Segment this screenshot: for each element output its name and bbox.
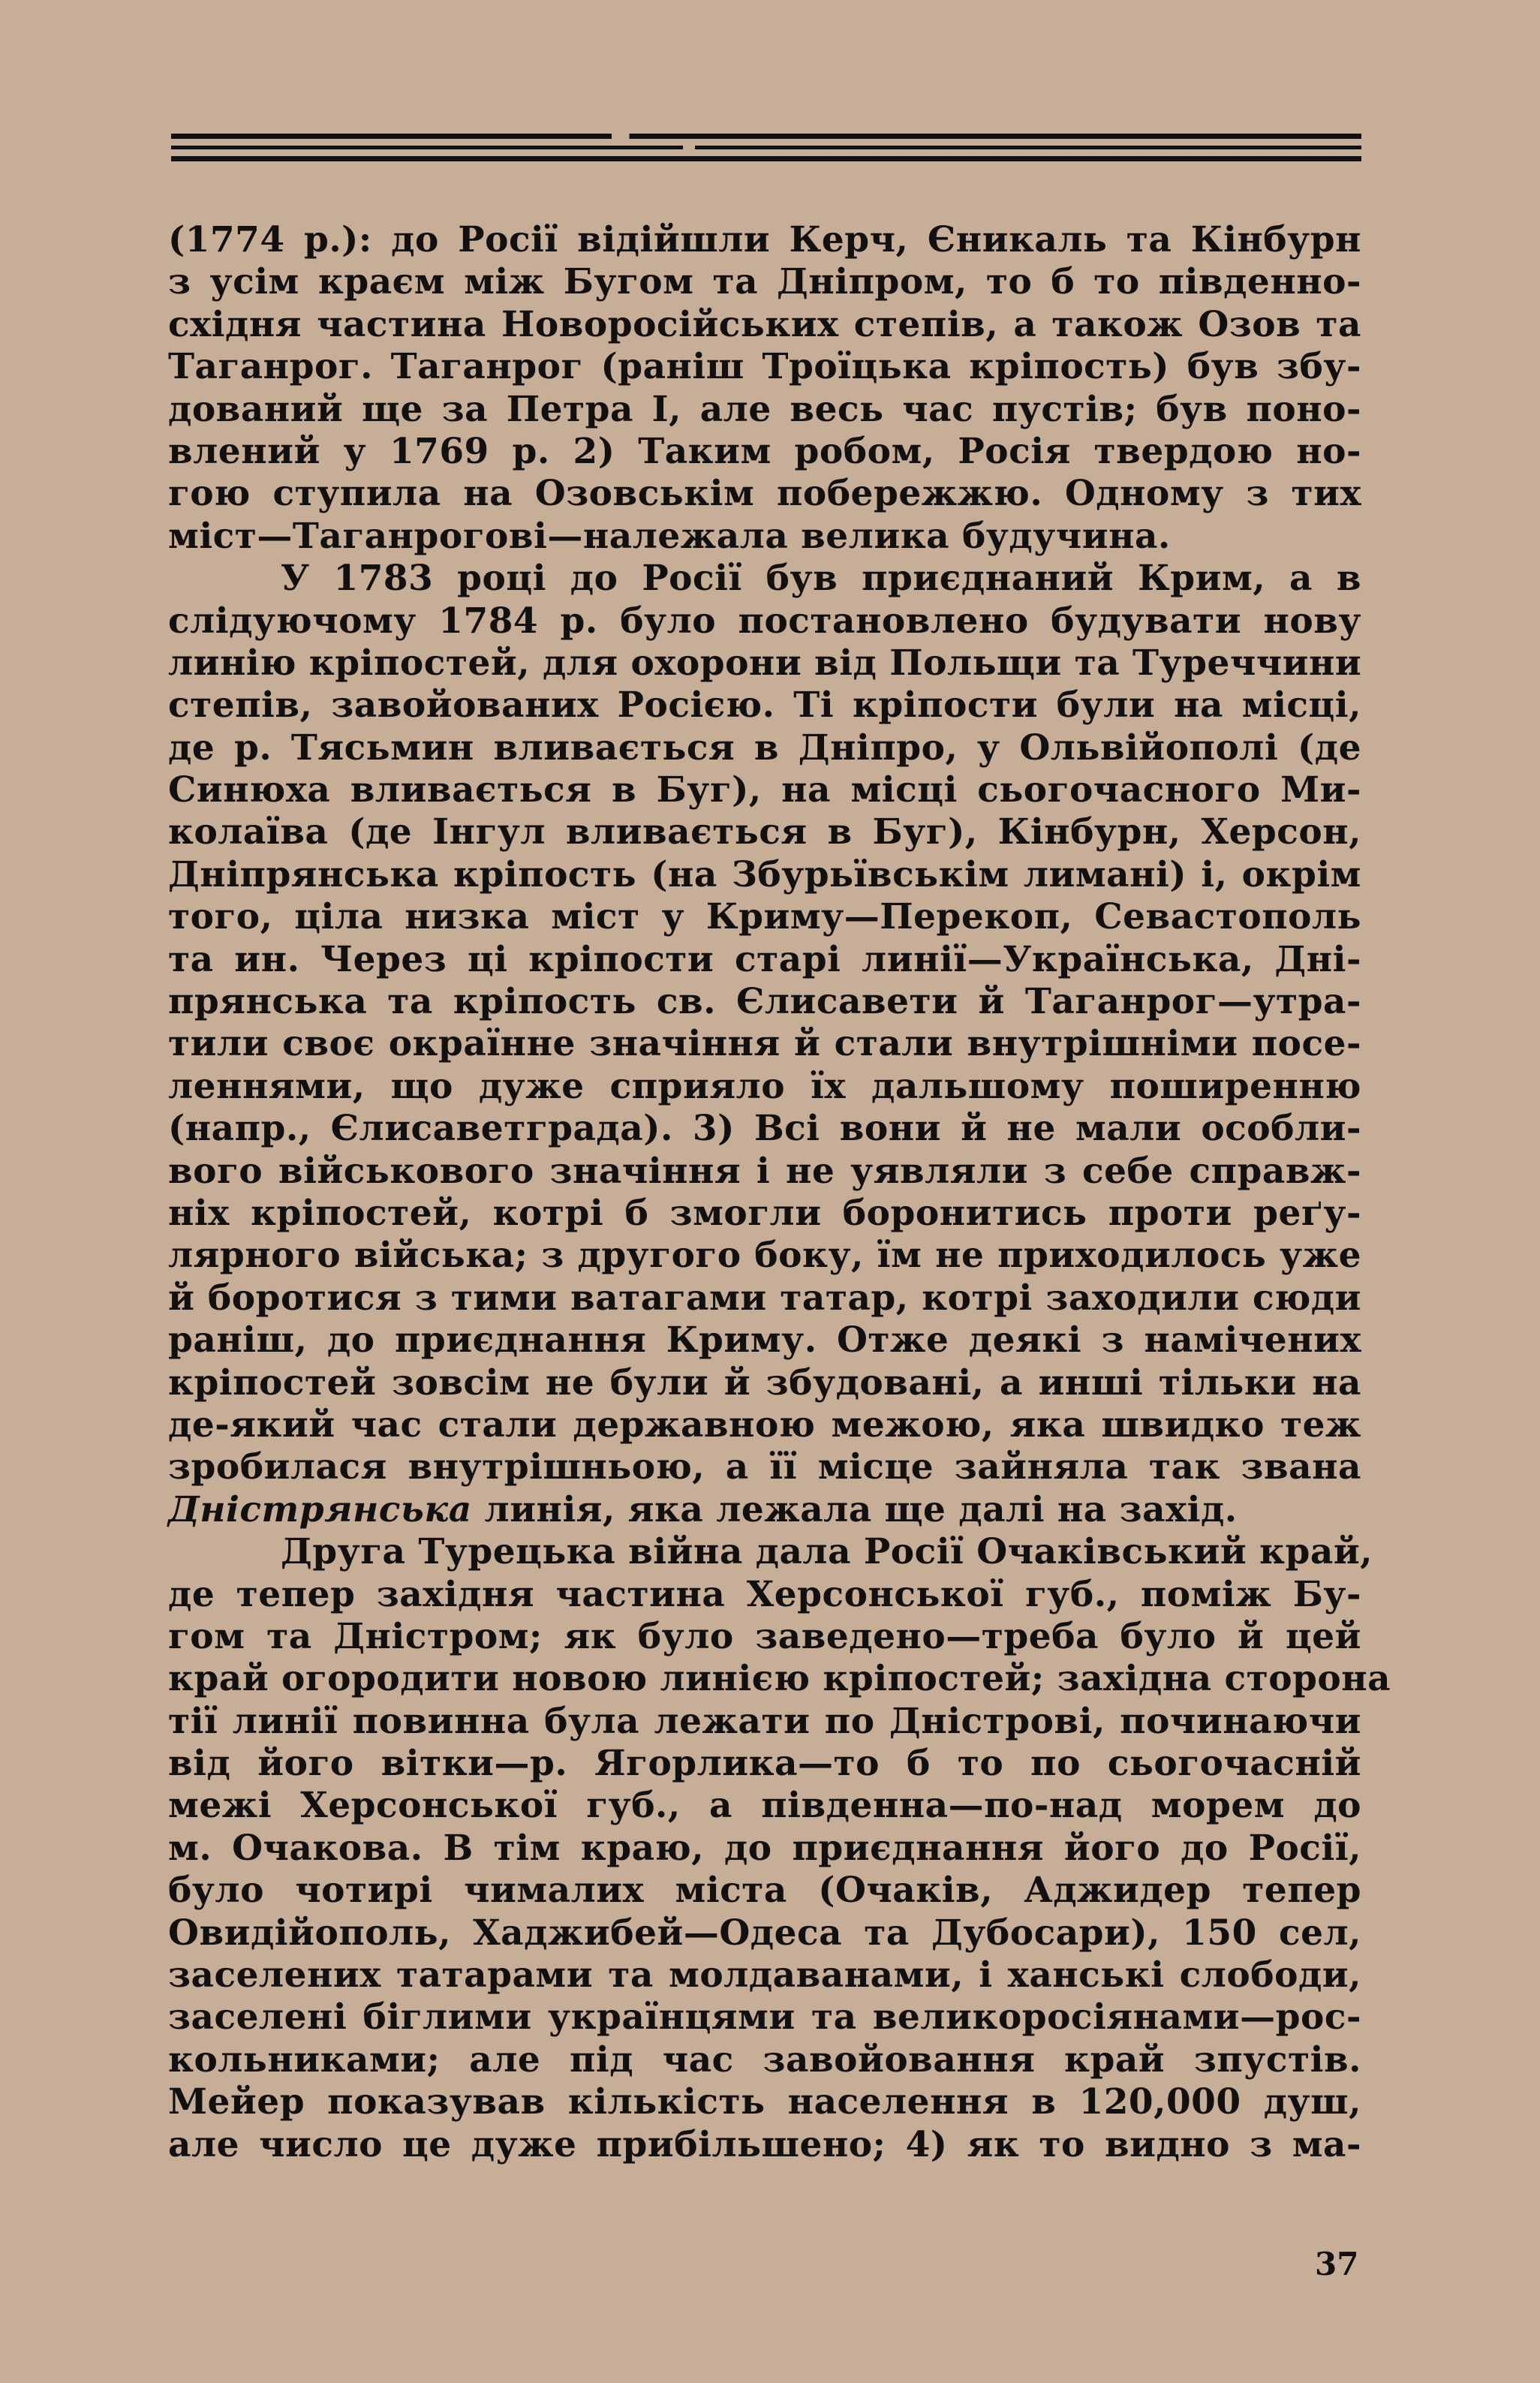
text-line: Таганрог. Таганрог (раніш Троїцька кріпость) був збу- — [168, 346, 1361, 388]
header-rule-bottom — [171, 156, 1361, 161]
italic-term: Дністрянська — [168, 1488, 472, 1530]
paragraph-start-line: У 1783 році до Росії був приєднаний Крим, а в — [281, 558, 1361, 600]
text-line-rest: линія, яка лежала ще далі на захід. — [471, 1488, 1238, 1530]
text-line: колаїва (де Інгул вливається в Буг), Кінбурн, Херсон, — [168, 811, 1361, 853]
text-line: межі Херсонської губ., а південна—по-над морем до — [168, 1785, 1361, 1827]
paragraph-start-line: Друга Турецька війна дала Росії Очаківський край, — [281, 1531, 1373, 1573]
text-line: Синюха вливається в Буг), на місці сьогочасного Ми- — [168, 769, 1361, 811]
text-line: де р. Тясьмин вливається в Дніпро, у Ольвійополі (де — [168, 727, 1361, 769]
text-line: міст—Таганрогові—належала велика будучина. — [168, 515, 1171, 557]
text-line: край огородити новою линією кріпостей; західна сторона — [168, 1658, 1391, 1700]
text-line: леннями, що дуже сприяло їх дальшому поширенню — [168, 1065, 1361, 1107]
text-line: гом та Дністром; як було заведено—треба було й цей — [168, 1615, 1361, 1657]
text-line: влений у 1769 р. 2) Таким робом, Росія твердою но- — [168, 430, 1361, 472]
text-line: прянська та кріпость св. Єлисавети й Таганрог—утра- — [168, 981, 1361, 1023]
header-rules — [171, 134, 1361, 168]
text-line-with-italic — [168, 1489, 1361, 1531]
text-line: кріпостей зовсім не були й збудовані, а инші тільки на — [168, 1361, 1361, 1404]
text-line: дований ще за Петра I, але весь час пустів; був поно- — [168, 388, 1361, 430]
text-line: степів, завойованих Росією. Ті кріпости були на місці, — [168, 685, 1361, 727]
text-line: Овидійополь, Хаджибей—Одеса та Дубосари), 150 сел, — [168, 1912, 1361, 1954]
text-line: (напр., Єлисаветграда). 3) Всі вони й не мали особли- — [168, 1108, 1361, 1150]
text-line: тії линії повинна була лежати по Дністрові, починаючи — [168, 1700, 1361, 1742]
text-line: Мейер показував кількість населення в 120,000 душ, — [168, 2081, 1361, 2123]
text-line: з усім краєм між Бугом та Дніпром, то б то південно- — [168, 261, 1361, 303]
text-line: того, ціла низка міст у Криму—Перекоп, Севастополь — [168, 896, 1361, 938]
text-line: м. Очакова. В тім краю, до приєднання його до Росії, — [168, 1827, 1361, 1869]
text-line: заселені біглими українцями та великоросіянами—рос- — [168, 1996, 1361, 2038]
text-line: (1774 р.): до Росії відійшли Керч, Єникаль та Кінбурн — [168, 219, 1361, 260]
text-line: де-який час стали державною межою, яка швидко теж — [168, 1404, 1361, 1446]
header-rule-middle — [171, 146, 1361, 149]
text-line: Дніпрянська кріпость (на Збурьївськім лимані) і, окрім — [168, 853, 1361, 895]
text-line: вого військового значіння і не уявляли з себе справж- — [168, 1150, 1361, 1192]
text-line: було чотирі чималих міста (Очаків, Аджидер тепер — [168, 1870, 1361, 1912]
body-text — [168, 219, 1391, 2166]
text-line: заселених татарами та молдаванами, і ханські слободи, — [168, 1954, 1361, 1996]
text-line: тили своє окраїнне значіння й стали внутрішніми посе- — [168, 1023, 1361, 1065]
text-line: гою ступила на Озовськім побережжю. Одному з тих — [168, 473, 1361, 515]
text-line: ніх кріпостей, котрі б змогли боронитись проти реґу- — [168, 1192, 1361, 1234]
header-rule-top — [171, 134, 1361, 139]
text-line: й боротися з тими ватагами татар, котрі заходили сюди — [168, 1277, 1361, 1319]
text-line: та ин. Через ці кріпости старі линії—Українська, Дні- — [168, 938, 1361, 980]
text-line: східня частина Новоросійських степів, а також Озов та — [168, 303, 1361, 345]
page-number: 37 — [1315, 2246, 1359, 2282]
text-line: кольниками; але під час завойовання край зпустів. — [168, 2038, 1361, 2081]
text-line: линію кріпостей, для охорони від Польщи та Туреччини — [168, 642, 1362, 684]
text-line: зробилася внутрішньою, а її місце зайняла так звана — [168, 1446, 1361, 1488]
text-line: раніш, до приєднання Криму. Отже деякі з намічених — [168, 1319, 1361, 1361]
text-line: але число це дуже прибільшено; 4) як то видно з ма- — [168, 2123, 1361, 2165]
text-line: лярного війська; з другого боку, їм не приходилось уже — [168, 1235, 1361, 1277]
text-line: де тепер західня частина Херсонської губ., поміж Бу- — [168, 1573, 1361, 1615]
text-line: слідуючому 1784 р. було постановлено будувати нову — [168, 600, 1361, 642]
text-line: від його вітки—р. Ягорлика—то б то по сьогочасній — [168, 1743, 1361, 1785]
